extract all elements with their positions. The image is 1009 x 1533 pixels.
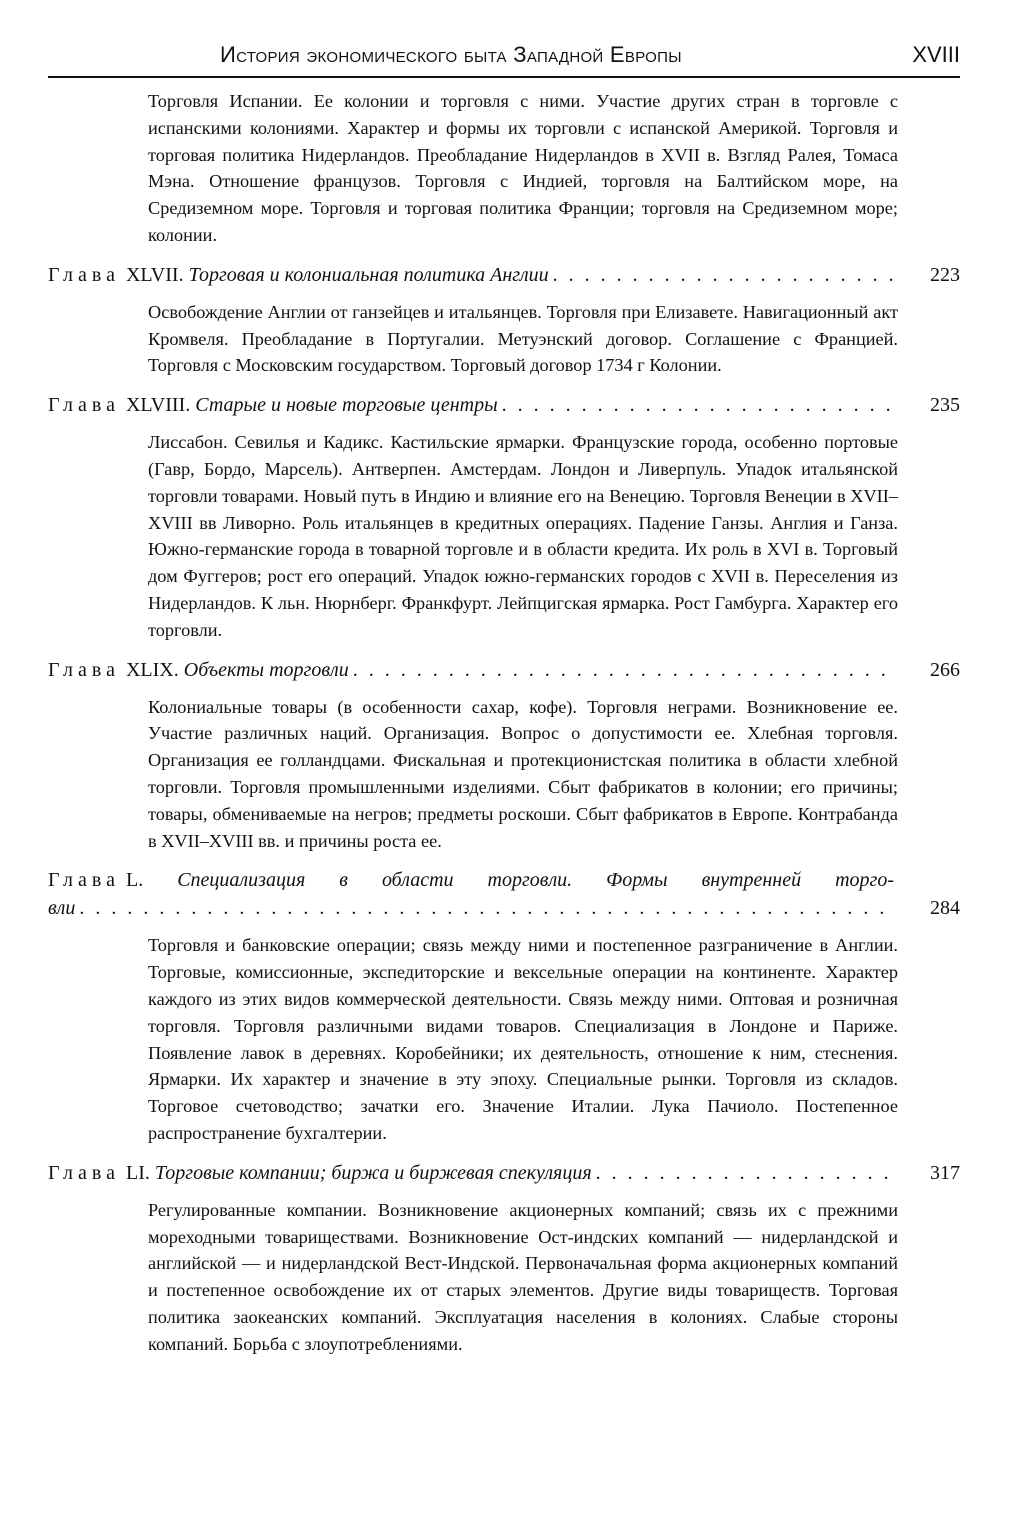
chapter-page-number: 223 <box>930 263 960 286</box>
chapter-number: XLVIII. <box>125 394 191 417</box>
chapter-summary: Освобождение Англии от ганзейцев и итальянцев. Торговля при Елизавете. Навигационный акт Кромвеля. Преобладание в Португалии. Метуэнский договор. Соглашение с Францией. Торговля с Московским государством. Торговый договор 1734 г Колонии. <box>148 301 898 376</box>
chapter-label: Глава <box>48 869 120 892</box>
chapter-page-number: 266 <box>930 658 960 681</box>
chapter-number: XLVII. <box>125 263 184 286</box>
dot-leader <box>79 894 894 922</box>
chapter-summary: Лиссабон. Севилья и Кадикс. Кастильские ярмарки. Французские города, особенно портовые (Гавр, Бордо, Марсель). Антверпен. Амстердам. Лондон и Ливерпуль. Упадок итальянской торговли товарами. Новый путь в Индию и влияние его на Венецию. Торговля Венеции в XVII–XVIII вв Ливорно. Роль итальянцев в кредитных операциях. Падение Ганзы. Англия и Ганза. Южно-германские города в товарной торговле и в области кредита. Их роль в XVI в. Торговый дом Фуггеров; рост его операций. Упадок южно-германских городов с XVII в. Переселения из Нидерландов. К льн. Нюрнберг. Франкфурт. Лейпцигская ярмарка. Рост Гамбурга. Характер его торговли. <box>148 432 898 640</box>
dot-leader <box>596 1159 894 1187</box>
chapter-summary: Торговля Испании. Ее колонии и торговля с ними. Участие других стран в торговле с испанскими колониями. Характер и формы их торговли с испанской Америкой. Торговля и торговая политика Нидерландов. Преобладание Нидерландов в XVII в. Взгляд Ралея, Томаса Мэна. Отношение французов. Торговля с Индией, торговля на Балтийском море, на Средиземном море. Торговля и торговая политика Франции; торговля на Средиземном море; колонии. <box>148 91 898 245</box>
chapter-page-number: 284 <box>930 897 960 920</box>
running-title: История экономического быта Западной Европы <box>220 42 682 67</box>
chapter-label: Глава <box>48 658 120 681</box>
chapter-number: L. <box>125 869 144 892</box>
chapter-title: Торговые компании; биржа и биржевая спекуляция <box>154 1161 592 1184</box>
chapter-label: Глава <box>48 394 120 417</box>
chapter-title: Торговая и колониальная политика Англии <box>188 263 549 286</box>
chapter-summary: Регулированные компании. Возникновение акционерных компаний; связь их с прежними мореходными товариществами. Возникновение Ост-индских компаний — нидерландской и английской — и нидерландской Вест-Индской. Первоначальная форма акционерных компаний и постепенное освобождение их от старых элементов. Другие виды товариществ. Торговая политика заокеанских компаний. Эксплуатация населения в колониях. Слабые стороны компаний. Борьба с злоупотреблениями. <box>148 1199 898 1354</box>
chapter-entry <box>48 261 960 289</box>
chapter-entry <box>48 656 960 684</box>
chapter-title-continuation: вли <box>48 897 76 920</box>
chapter-entry <box>48 866 960 922</box>
chapter-summary: Колониальные товары (в особенности сахар, кофе). Торговля неграми. Возникновение ее. Участие различных наций. Организация. Вопрос о допустимости ее. Хлебная торговля. Организация ее голландцами. Фискальная и протекционистская политика в области хлебной торговли. Торговля промышленными изделиями. Сбыт фабрикатов в колонии; его причины; товары, обмениваемые на негров; предметы роскоши. Сбыт фабрикатов в Европе. Контрабанда в XVII–XVIII вв. и причины роста ее. <box>148 696 898 851</box>
chapter-label: Глава <box>48 1161 120 1184</box>
dot-leader <box>502 391 894 419</box>
chapter-page-number: 317 <box>930 1161 960 1184</box>
chapter-title: Специализация в области торговли. Формы внутренней торго- <box>177 869 895 892</box>
chapter-entry <box>48 1159 960 1187</box>
dot-leader <box>553 261 894 289</box>
dot-leader <box>353 656 894 684</box>
running-page-number: XVIII <box>912 42 960 67</box>
chapter-label: Глава <box>48 263 120 286</box>
table-of-contents <box>48 88 960 1357</box>
chapter-title: Старые и новые торговые центры <box>195 394 498 417</box>
chapter-number: XLIX. <box>125 658 179 681</box>
chapter-title: Объекты торговли <box>183 658 349 681</box>
chapter-entry <box>48 391 960 419</box>
chapter-number: LI. <box>125 1161 150 1184</box>
chapter-summary: Торговля и банковские операции; связь между ними и постепенное разграничение в Англии. Торговые, комиссионные, экспедиторские и вексельные операции на континенте. Характер каждого из этих видов коммерческой деятельности. Связь между ними. Оптовая и розничная торговля. Торговля различными видами товаров. Специализация в Лондоне и Париже. Появление лавок в деревнях. Коробейники; их деятельность, отношение к ним, стеснения. Ярмарки. Их характер и значение в эту эпоху. Специальные рынки. Торговля из складов. Торговое счетоводство; зачатки его. Значение Италии. Лука Пачиоло. Постепенное распространение бухгалтерии. <box>148 935 898 1143</box>
chapter-page-number: 235 <box>930 394 960 417</box>
running-head <box>48 36 960 78</box>
